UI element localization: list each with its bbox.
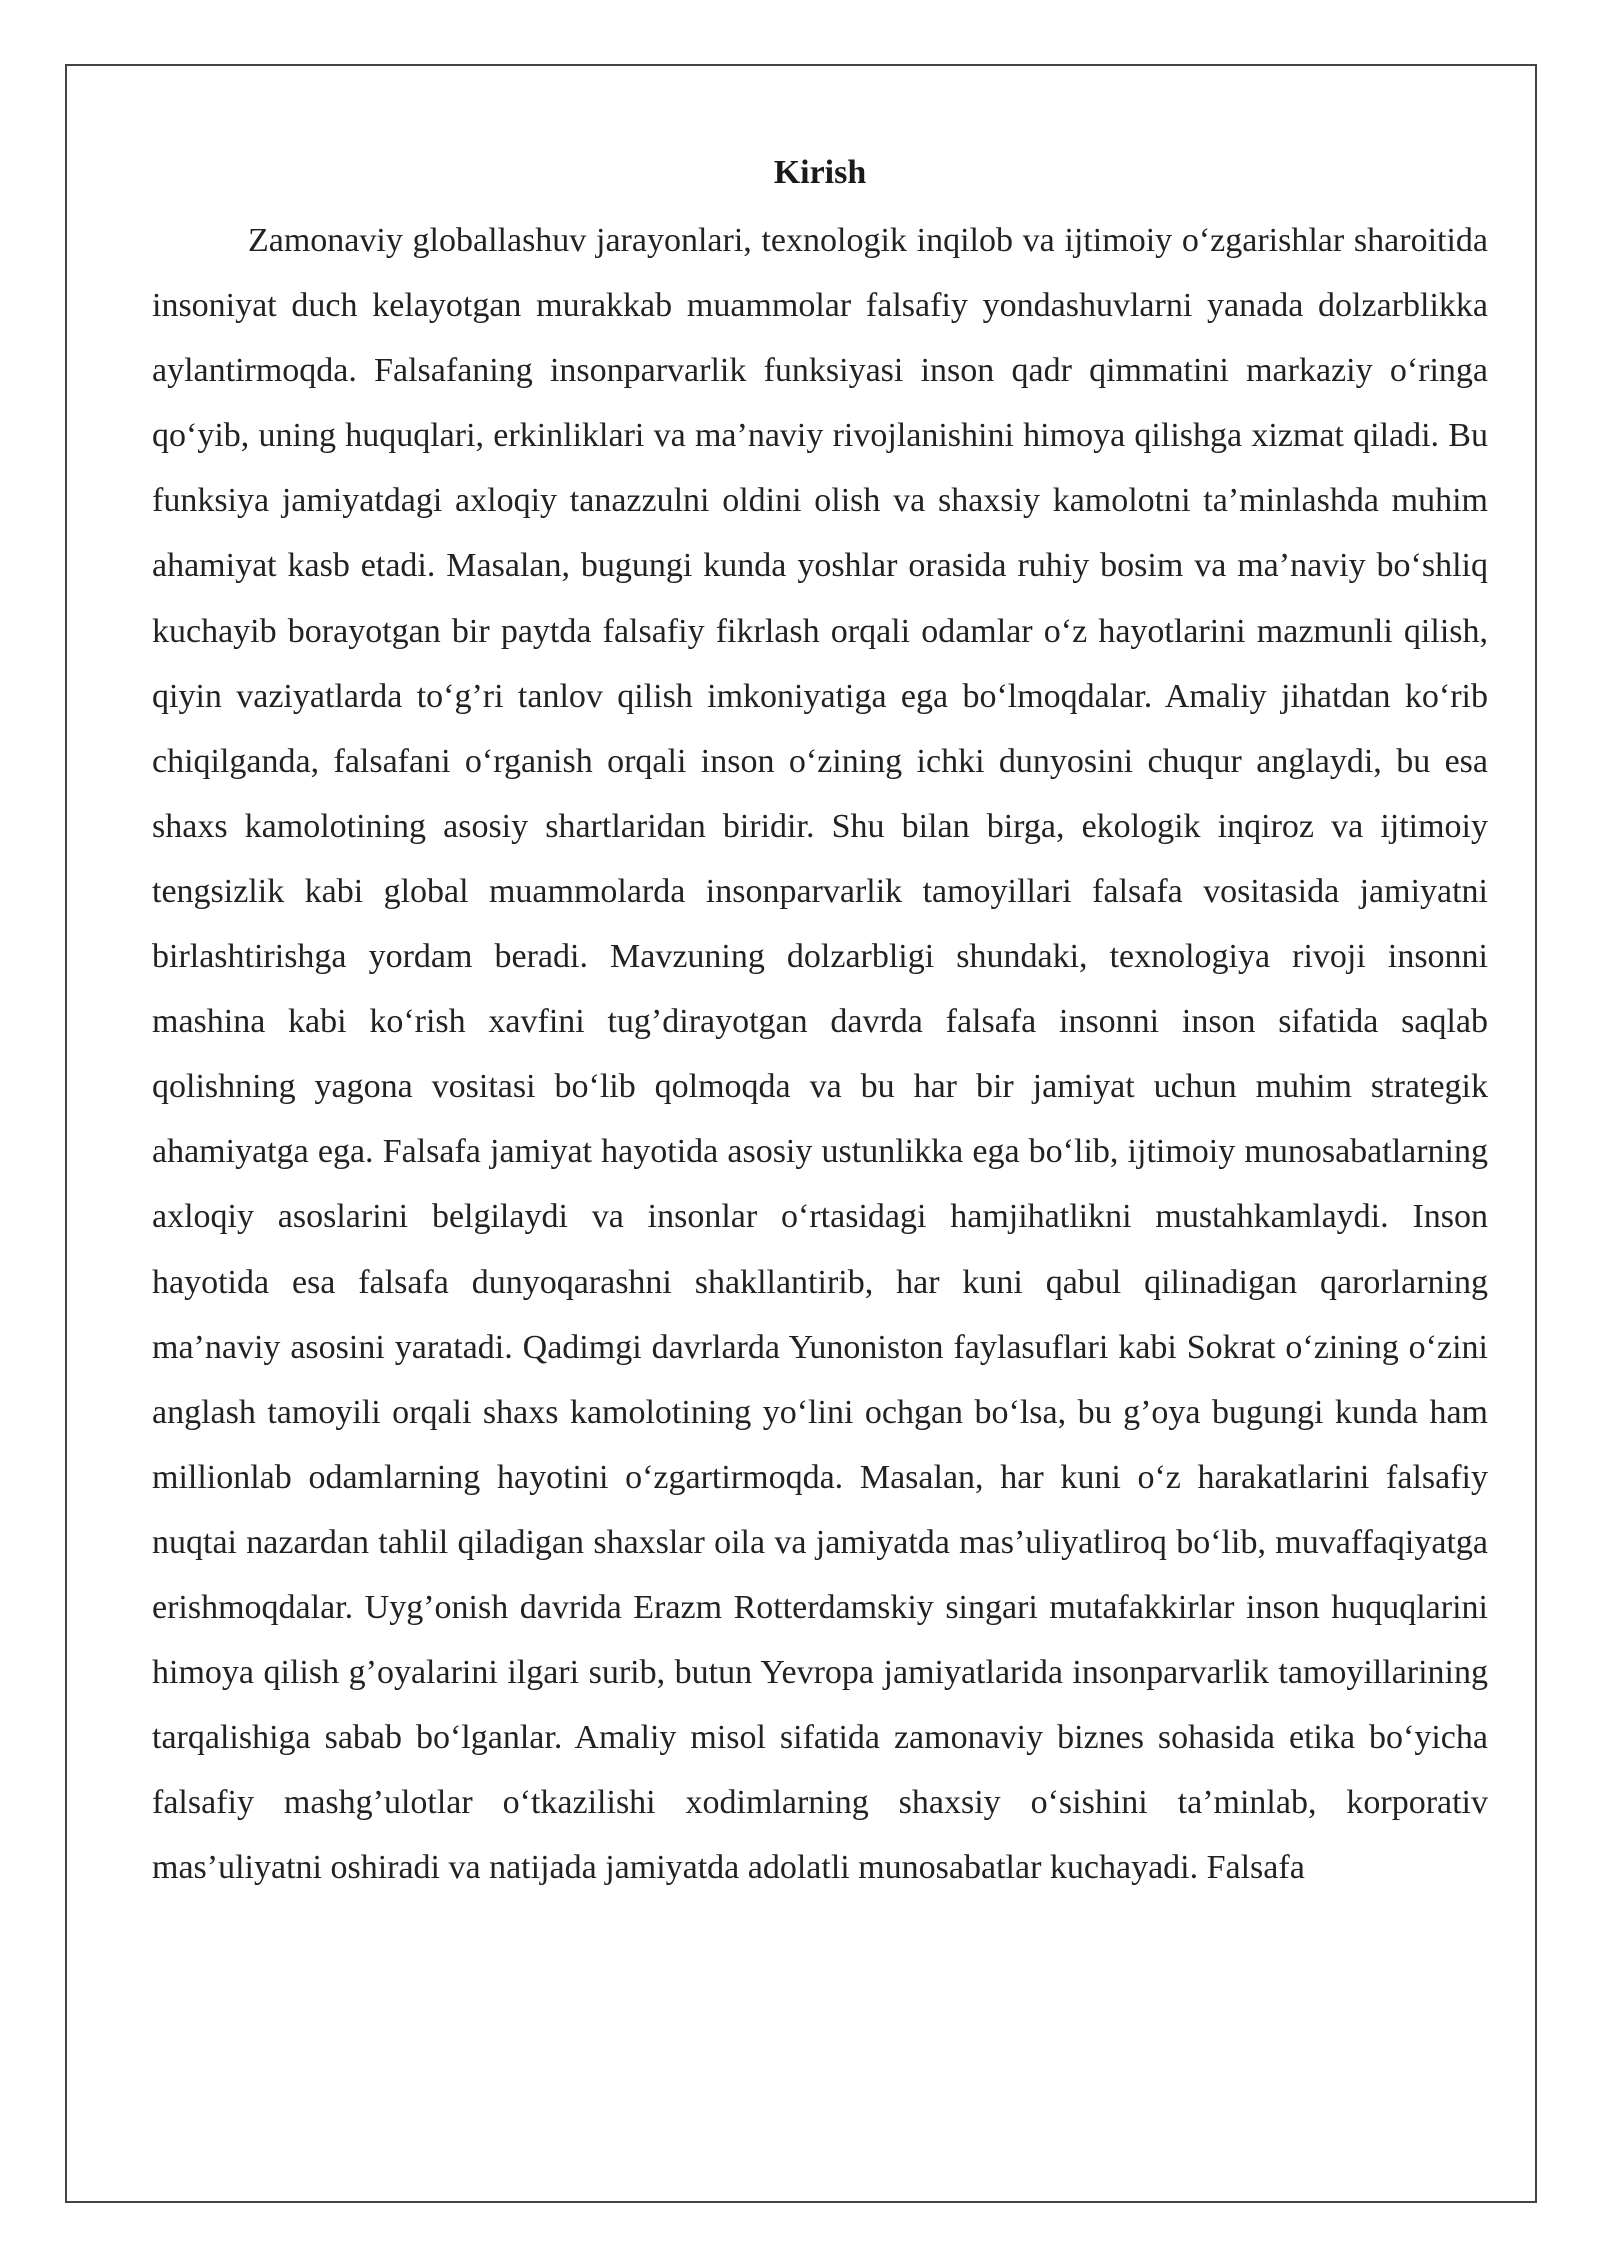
section-heading: Kirish	[773, 154, 867, 191]
body-paragraph: Zamonaviy globallashuv jarayonlari, texnologik inqilob va ijtimoiy o‘zgarishlar sharoitida insoniyat duch kelayotgan murakkab muammolar falsafiy yondashuvlarni yanada dolzarblikka aylantirmoqda. Falsafaning insonparvarlik funksiyasi inson qadr qimmatini markaziy o‘ringa qo‘yib, uning huquqlari, erkinliklari va ma’naviy rivojlanishini himoya qilishga xizmat qiladi. Bu funksiya jamiyatdagi axloqiy tanazzulni oldini olish va shaxsiy kamolotni ta’minlashda muhim ahamiyat kasb etadi. Masalan, bugungi kunda yoshlar orasida ruhiy bosim va ma’naviy bo‘shliq kuchayib borayotgan bir paytda falsafiy fikrlash orqali odamlar o‘z hayotlarini mazmunli qilish, qiyin vaziyatlarda to‘g’ri tanlov qilish imkoniyatiga ega bo‘lmoqdalar. Amaliy jihatdan ko‘rib chiqilganda, falsafani o‘rganish orqali inson o‘zining ichki dunyosini chuqur anglaydi, bu esa shaxs kamolotining asosiy shartlaridan biridir. Shu bilan birga, ekologik inqiroz va ijtimoiy tengsizlik kabi global muammolarda insonparvarlik tamoyillari falsafa vositasida jamiyatni birlashtirishga yordam beradi. Mavzuning dolzarbligi shundaki, texnologiya rivoji insonni mashina kabi ko‘rish xavfini tug’dirayotgan davrda falsafa insonni inson sifatida saqlab qolishning yagona vositasi bo‘lib qolmoqda va bu har bir jamiyat uchun muhim strategik ahamiyatga ega. Falsafa jamiyat hayotida asosiy ustunlikka ega bo‘lib, ijtimoiy munosabatlarning axloqiy asoslarini belgilaydi va insonlar o‘rtasidagi hamjihatlikni mustahkamlaydi. Inson hayotida esa falsafa dunyoqarashni shakllantirib, har kuni qabul qilinadigan qarorlarning ma’naviy asosini yaratadi. Qadimgi davrlarda Yunoniston faylasuflari kabi Sokrat o‘zining o‘zini anglash tamoyili orqali shaxs kamolotining yo‘lini ochgan bo‘lsa, bu g’oya bugungi kunda ham millionlab odamlarning hayotini o‘zgartirmoqda. Masalan, har kuni o‘z harakatlarini falsafiy nuqtai nazardan tahlil qiladigan shaxslar oila va jamiyatda mas’uliyatliroq bo‘lib, muvaffaqiyatga erishmoqdalar. Uyg’onish davrida Erazm Rotterdamskiy singari mutafakkirlar inson huquqlarini himoya qilish g’oyalarini ilgari surib, butun Yevropa jamiyatlarida insonparvarlik tamoyillarining tarqalishiga sabab bo‘lganlar. Amaliy misol sifatida zamonaviy biznes sohasida etika bo‘yicha falsafiy mashg’ulotlar o‘tkazilishi xodimlarning shaxsiy o‘sishini ta’minlab, korporativ mas’uliyatni oshiradi va natijada jamiyatda adolatli munosabatlar kuchayadi. Falsafa	[152, 222, 1488, 1887]
